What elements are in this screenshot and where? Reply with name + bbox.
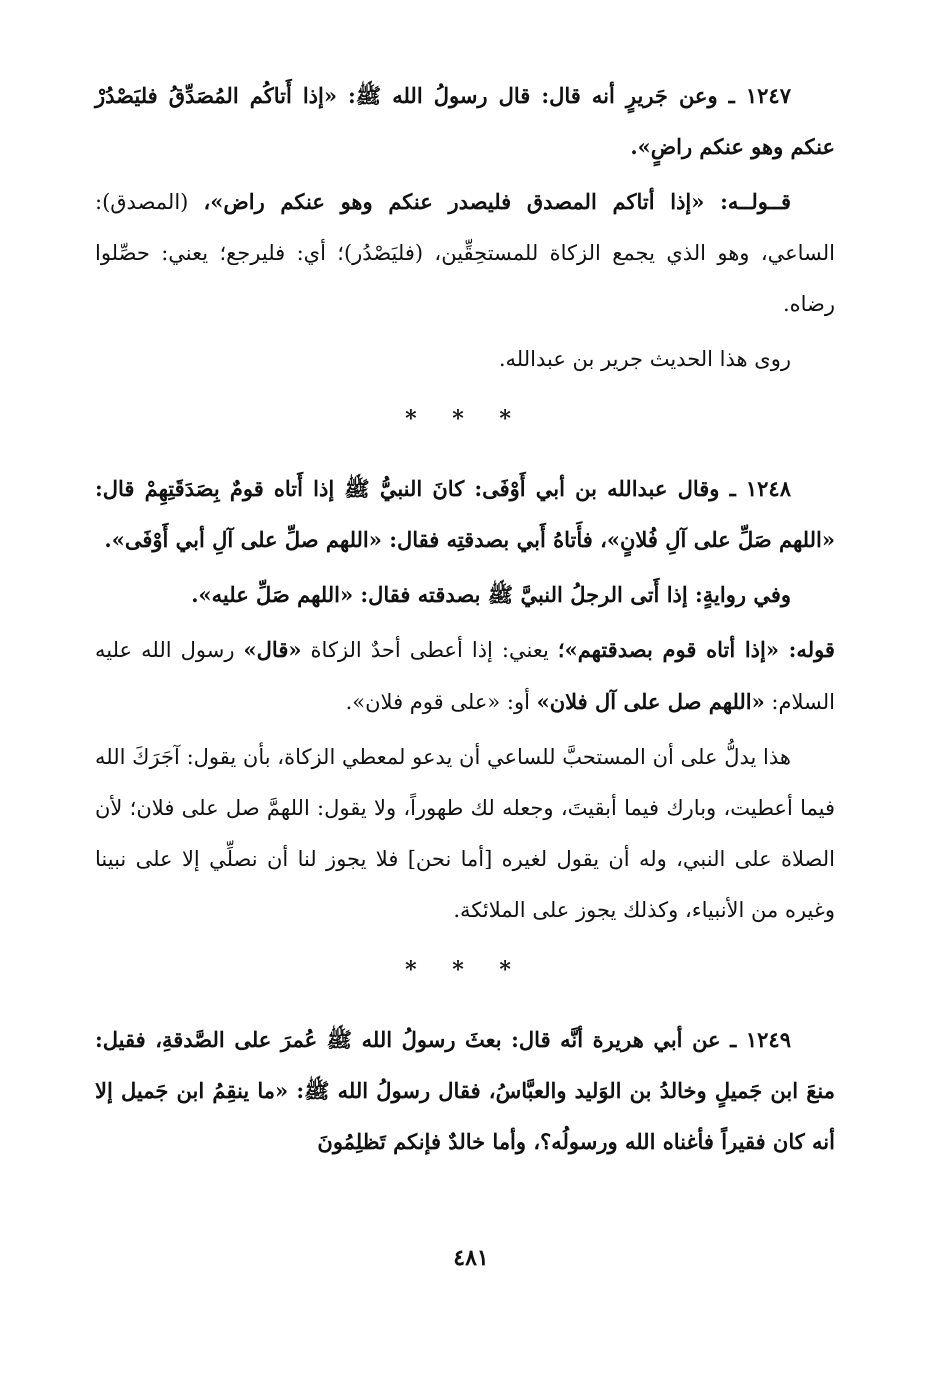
narrator-note-1247-text: روى هذا الحديث جرير بن عبدالله. [498,347,791,371]
hadith-1247 [95,70,835,172]
hadith-1248-riwaya [95,569,835,620]
commentary-1248-ruling [95,732,835,936]
page-number: ٤٨١ [453,1245,489,1271]
section-separator: * * * [405,957,525,983]
commentary-1248-part-3: أو: «على قوم فلان». [345,690,537,714]
commentary-1247 [95,176,835,330]
page-body [95,70,835,1171]
commentary-1248-qala: «قال» [243,637,302,662]
commentary-1247-explanation: (المصدق): الساعي، وهو الذي يجمع الزكاة للمستحِقِّين، (فليَصْدُر)؛ أي: فليرجع؛ يعني: حصِّلوا رضاه. [95,190,835,316]
hadith-1248-text: ١٢٤٨ ـ وقال عبدالله بن أبي أَوْفَى: كانَ النبيُّ ﷺ إذا أَتاه قومٌ بِصَدَقَتِهِمْ قال: «اللهم صَلِّ على آلِ فُلانٍ»، فأَتاهُ أَبي بصدقتِه فقال: «اللهم صلِّ على آلِ أبي أَوْفَى». [95,476,835,552]
commentary-1247-quote: قــولــه: «إذا أتاكم المصدق فليصدر عنكم وهو عنكم راض»، [203,189,791,214]
section-separator: * * * [405,406,525,432]
commentary-1248-quote: قوله: «إذا أتاه قوم بصدقتهم»؛ [557,637,835,662]
commentary-1248-part-2: رسول الله عليه السلام: [95,638,835,714]
hadith-1249-text: ١٢٤٩ ـ عن أبي هريرة أنَّه قال: بعثَ رسولُ الله ﷺ عُمرَ على الصَّدقةِ، فقيل: منعَ ابن جَميلٍ وخالدُ بن الوَليد والعبَّاسُ، فقال رسولُ الله ﷺ: «ما ينقِمُ ابن جَميل إلا أنه كان فقيراً فأغناه الله ورسولُه؟، وأما خالدٌ فإنكم تَظلِمُونَ [95,1027,835,1154]
hadith-1248 [95,463,835,565]
hadith-1247-text: ١٢٤٧ ـ وعن جَريرٍ أنه قال: قال رسولُ الله ﷺ: «إذا أَتاكُم المُصَدِّقُ فليَصْدُرْ عنكم وهو عنكم راضٍ». [95,83,835,159]
commentary-1248 [95,624,835,728]
hadith-1249 [95,1014,835,1167]
commentary-1248-ruling-text: هذا يدلُّ على أن المستحبَّ للساعي أن يدعو لمعطي الزكاة، بأن يقول: آجَرَكَ الله فيما أعطيت، وبارك فيما أبقيتَ، وجعله لك طهوراً، ولا يقول: اللهمَّ صل على فلان؛ لأن الصلاة على النبي، وله أن يقول لغيره [أما نحن] فلا يجوز لنا أن نصلِّي إلا على نبينا وغيره من الأنبياء، وكذلك يجوز على الملائكة. [95,745,835,922]
hadith-1248-riwaya-text: وفي روايةٍ: إذا أَتى الرجلُ النبيَّ ﷺ بصدقته فقال: «اللهم صَلِّ عليه». [191,582,791,607]
commentary-1248-quote-2: «اللهم صل على آل فلان» [536,689,765,714]
commentary-1248-part-1: يعني: إذا أعطى أحدٌ الزكاة [301,638,558,662]
narrator-note-1247 [95,334,835,385]
